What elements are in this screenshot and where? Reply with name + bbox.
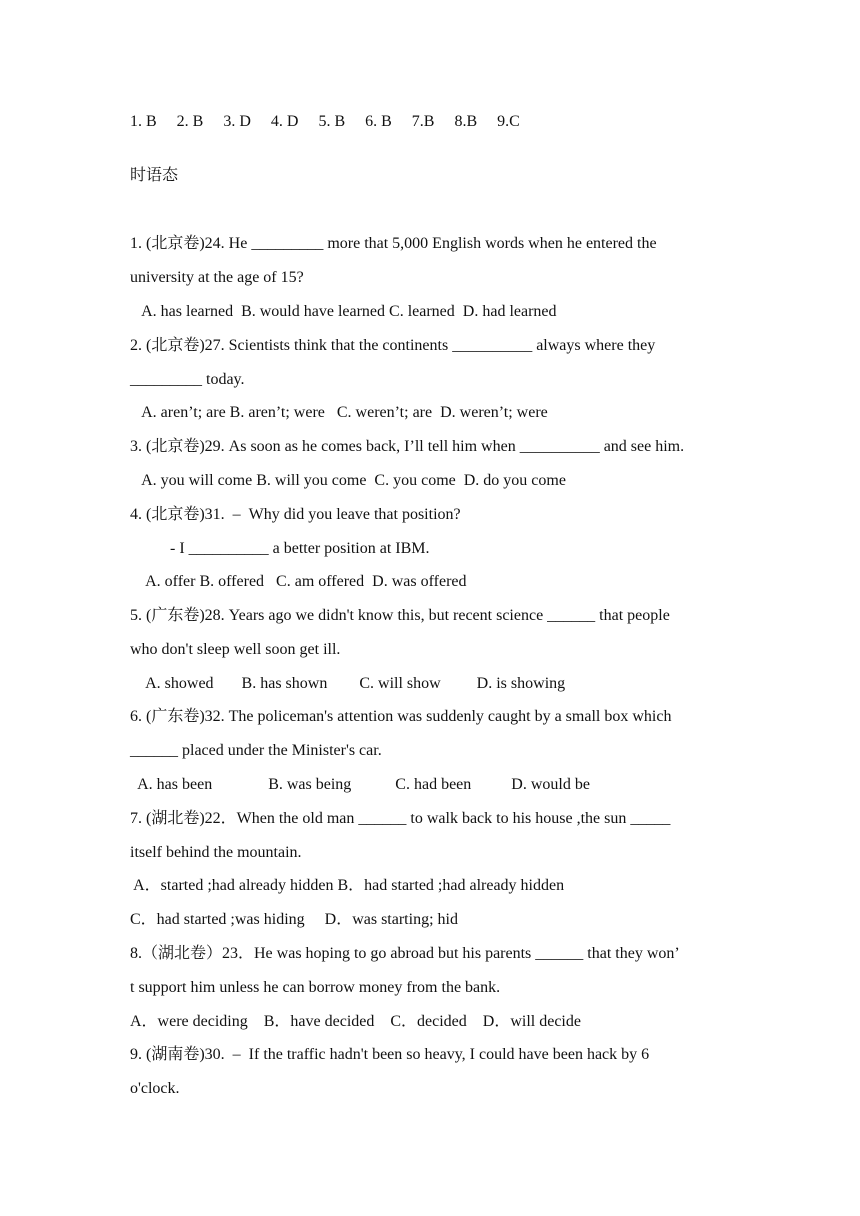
question-7-line: 7. (湖北卷)22．When the old man ______ to walk back to his house ,the sun _____ bbox=[130, 810, 671, 827]
section-title: 时语态 bbox=[130, 167, 179, 184]
question-7-line-cont: itself behind the mountain. bbox=[130, 844, 302, 861]
question-4-options: A. offer B. offered C. am offered D. was offered bbox=[130, 573, 467, 590]
question-1-options: A. has learned B. would have learned C. learned D. had learned bbox=[130, 303, 557, 320]
answer-key-line: 1. B 2. B 3. D 4. D 5. B 6. B 7.B 8.B 9.C bbox=[130, 113, 520, 130]
question-4-line-cont: - I __________ a better position at IBM. bbox=[130, 540, 430, 557]
question-8-line-cont: t support him unless he can borrow money from the bank. bbox=[130, 979, 501, 996]
question-7-options-b: C．had started ;was hiding D．was starting; hid bbox=[130, 911, 458, 928]
question-5-line: 5. (广东卷)28. Years ago we didn't know this, but recent science ______ that people bbox=[130, 607, 670, 624]
question-9-line-cont: o'clock. bbox=[130, 1080, 180, 1097]
question-5-line-cont: who don't sleep well soon get ill. bbox=[130, 641, 341, 658]
question-6-line-cont: ______ placed under the Minister's car. bbox=[130, 742, 382, 759]
question-3-line: 3. (北京卷)29. As soon as he comes back, I’ll tell him when __________ and see him. bbox=[130, 438, 685, 455]
question-3-options: A. you will come B. will you come C. you come D. do you come bbox=[130, 472, 566, 489]
question-9-line: 9. (湖南卷)30. – If the traffic hadn't been so heavy, I could have been hack by 6 bbox=[130, 1046, 650, 1063]
question-8-line: 8.（湖北卷）23．He was hoping to go abroad but his parents ______ that they won’ bbox=[130, 945, 680, 962]
question-4-line: 4. (北京卷)31. – Why did you leave that position? bbox=[130, 506, 461, 523]
question-6-options: A. has been B. was being C. had been D. would be bbox=[130, 776, 590, 793]
question-1-line: 1. (北京卷)24. He _________ more that 5,000 English words when he entered the bbox=[130, 235, 657, 252]
question-8-options: A．were deciding B．have decided C．decided D．will decide bbox=[130, 1013, 581, 1030]
question-7-options-a: A．started ;had already hidden B．had started ;had already hidden bbox=[130, 877, 565, 894]
question-5-options: A. showed B. has shown C. will show D. is showing bbox=[130, 675, 566, 692]
question-2-options: A. aren’t; are B. aren’t; were C. weren’t; are D. weren’t; were bbox=[130, 404, 548, 421]
question-2-line: 2. (北京卷)27. Scientists think that the continents __________ always where they bbox=[130, 337, 656, 354]
question-2-line-cont: _________ today. bbox=[130, 371, 245, 388]
question-1-line-cont: university at the age of 15? bbox=[130, 269, 304, 286]
question-6-line: 6. (广东卷)32. The policeman's attention was suddenly caught by a small box which bbox=[130, 708, 672, 725]
